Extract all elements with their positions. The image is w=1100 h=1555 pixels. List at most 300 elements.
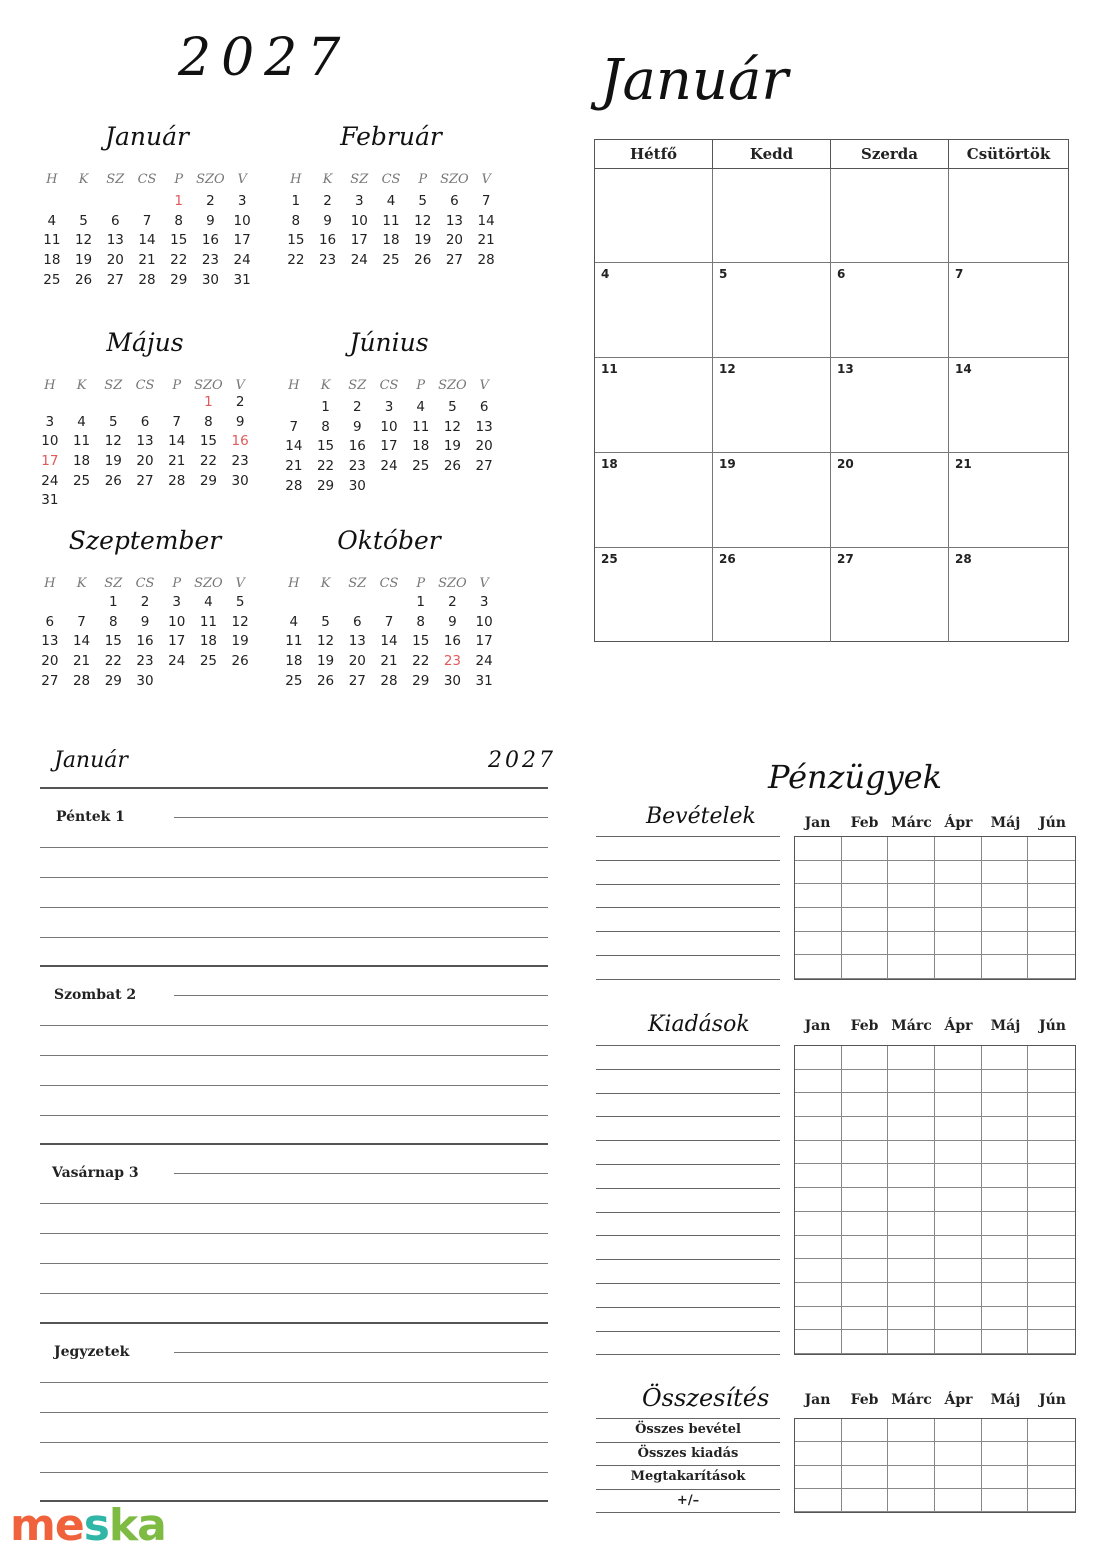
finance-cell[interactable] — [842, 1330, 889, 1354]
finance-cell[interactable] — [795, 1070, 842, 1094]
finance-cell[interactable] — [888, 1117, 935, 1141]
finance-cell[interactable] — [1028, 1330, 1075, 1354]
weekday-label: H — [288, 378, 300, 393]
day-number: 7 — [172, 413, 181, 430]
finance-cell[interactable] — [982, 1188, 1029, 1212]
finance-cell[interactable] — [935, 1046, 982, 1070]
finance-cell[interactable] — [935, 1188, 982, 1212]
finance-cell[interactable] — [935, 1307, 982, 1331]
finance-cell[interactable] — [888, 1093, 935, 1117]
finance-cell[interactable] — [888, 1330, 935, 1354]
day-number: 27 — [475, 458, 493, 475]
expense-line[interactable] — [596, 1116, 780, 1117]
finance-cell[interactable] — [1028, 932, 1075, 956]
mini-calendar-title: Június — [349, 328, 429, 357]
writing-line[interactable] — [40, 877, 548, 878]
finance-cell[interactable] — [888, 1070, 935, 1094]
finance-cell[interactable] — [842, 884, 889, 908]
finance-cell[interactable] — [795, 1466, 842, 1489]
day-number: 13 — [41, 633, 59, 650]
finance-cell[interactable] — [1028, 1442, 1075, 1465]
day-cell[interactable] — [595, 169, 713, 263]
weekday-label: K — [78, 172, 89, 187]
finance-cell[interactable] — [935, 908, 982, 932]
day-number: 1 — [291, 193, 301, 209]
day-cell[interactable]: 28 — [955, 552, 972, 566]
day-number: 27 — [136, 472, 154, 489]
writing-line[interactable] — [174, 1173, 548, 1174]
section-divider — [40, 965, 548, 967]
day-number: 18 — [382, 232, 400, 249]
expense-line[interactable] — [596, 1307, 780, 1308]
finance-cell[interactable] — [935, 1236, 982, 1260]
day-number: 16 — [136, 633, 154, 650]
expense-line[interactable] — [596, 1283, 780, 1284]
finance-cell[interactable] — [1028, 908, 1075, 932]
finance-cell[interactable] — [888, 1307, 935, 1331]
day-number: 27 — [348, 672, 366, 689]
expense-line[interactable] — [596, 1331, 780, 1332]
day-number: 21 — [168, 453, 186, 470]
finance-cell[interactable] — [795, 1164, 842, 1188]
finance-cell[interactable] — [982, 837, 1029, 861]
day-cell[interactable]: 25 — [595, 548, 713, 642]
finance-cell[interactable] — [888, 1259, 935, 1283]
finance-cell[interactable] — [1028, 1070, 1075, 1094]
finance-cell[interactable] — [1028, 1046, 1075, 1070]
weekday-label: SZO — [440, 172, 469, 187]
income-line[interactable] — [596, 836, 780, 837]
day-cell[interactable]: 21 — [949, 453, 1068, 548]
day-cell[interactable]: 18 — [595, 453, 713, 548]
finance-cell[interactable] — [935, 1283, 982, 1307]
finance-cell[interactable] — [842, 1442, 889, 1465]
day-number: 7 — [142, 212, 152, 229]
finance-cell[interactable] — [842, 908, 889, 932]
expense-line[interactable] — [596, 1140, 780, 1141]
day-cell[interactable]: 19 — [713, 453, 831, 548]
finance-title: Pénzügyek — [768, 758, 942, 796]
meska-logo — [10, 1500, 166, 1551]
finance-cell[interactable] — [888, 1164, 935, 1188]
finance-cell[interactable] — [888, 1188, 935, 1212]
mini-day-grid — [280, 193, 502, 272]
day-number: 15 — [104, 633, 122, 650]
finance-cell[interactable] — [888, 1236, 935, 1260]
day-number: 19 — [443, 438, 462, 455]
logo-s: s — [83, 1500, 109, 1551]
day-cell[interactable]: 5 — [713, 263, 831, 358]
day-number: 24 — [41, 472, 59, 489]
day-number: 17 — [475, 633, 493, 650]
writing-line[interactable] — [40, 847, 548, 848]
day-number: 8 — [291, 212, 301, 229]
finance-cell[interactable] — [982, 1046, 1029, 1070]
weekday-label: CS — [137, 172, 157, 187]
finance-cell[interactable] — [982, 1164, 1029, 1188]
finance-cell[interactable] — [935, 1466, 982, 1489]
writing-line[interactable] — [40, 1442, 548, 1443]
finance-cell[interactable] — [982, 1330, 1029, 1354]
finance-cell[interactable] — [888, 1489, 935, 1512]
weekday-label: CS — [135, 576, 155, 591]
finance-cell[interactable] — [842, 1283, 889, 1307]
day-cell[interactable] — [949, 169, 1068, 263]
day-number: 3 — [384, 399, 394, 415]
finance-cell[interactable] — [842, 1141, 889, 1165]
finance-cell[interactable] — [982, 1070, 1029, 1094]
income-line[interactable] — [596, 931, 780, 932]
finance-cell[interactable] — [982, 1442, 1029, 1465]
day-number: 29 — [170, 271, 188, 288]
finance-cell[interactable] — [935, 1419, 982, 1442]
finance-cell[interactable] — [935, 1117, 982, 1141]
expense-line[interactable] — [596, 1354, 780, 1355]
writing-line[interactable] — [40, 1025, 548, 1026]
writing-line[interactable] — [40, 937, 548, 938]
finance-cell[interactable] — [842, 1070, 889, 1094]
finance-cell[interactable] — [795, 1283, 842, 1307]
income-table — [794, 836, 1076, 980]
finance-cell[interactable] — [888, 1466, 935, 1489]
finance-cell[interactable] — [888, 932, 935, 956]
finance-cell[interactable] — [795, 1212, 842, 1236]
weekday-label: H — [44, 576, 56, 591]
finance-cell[interactable] — [795, 1236, 842, 1260]
finance-cell[interactable] — [795, 1259, 842, 1283]
expense-line[interactable] — [596, 1045, 780, 1046]
weekday-label: V — [479, 576, 489, 591]
finance-cell[interactable] — [1028, 1283, 1075, 1307]
writing-line[interactable] — [40, 907, 548, 908]
finance-cell[interactable] — [982, 884, 1029, 908]
weekday-label: SZO — [438, 576, 467, 591]
finance-cell[interactable] — [982, 1307, 1029, 1331]
finance-cell[interactable] — [842, 1307, 889, 1331]
day-number: 16 — [443, 633, 462, 650]
writing-line[interactable] — [174, 817, 548, 818]
income-line[interactable] — [596, 884, 780, 885]
finance-cell[interactable] — [1028, 1164, 1075, 1188]
day-cell[interactable]: 11 — [595, 358, 713, 453]
finance-cell[interactable] — [935, 955, 982, 979]
weekday-label: H — [46, 172, 58, 187]
weekday-header: Hétfő — [595, 140, 713, 169]
finance-cell[interactable] — [982, 932, 1029, 956]
day-number: 22 — [170, 252, 188, 269]
finance-cell[interactable] — [795, 1093, 842, 1117]
day-number: 18 — [412, 438, 430, 455]
finance-cell[interactable] — [1028, 1466, 1075, 1489]
writing-line[interactable] — [40, 1115, 548, 1116]
finance-cell[interactable] — [888, 908, 935, 932]
finance-cell[interactable] — [1028, 1117, 1075, 1141]
finance-cell[interactable] — [842, 955, 889, 979]
day-number: 10 — [41, 433, 59, 450]
writing-line[interactable] — [174, 1352, 548, 1353]
day-number: 14 — [168, 433, 186, 450]
finance-cell[interactable] — [982, 955, 1029, 979]
finance-cell[interactable] — [842, 1164, 889, 1188]
mini-calendar-title: Február — [340, 122, 442, 151]
finance-cell[interactable] — [982, 908, 1029, 932]
day-number: 3 — [237, 193, 247, 209]
weekday-label: K — [320, 576, 331, 591]
day-number: 21 — [380, 653, 398, 670]
month-column-header: Jún — [1039, 1392, 1066, 1408]
day-number: 8 — [321, 418, 330, 435]
writing-line[interactable] — [40, 1233, 548, 1234]
finance-cell[interactable] — [1028, 1259, 1075, 1283]
finance-cell[interactable] — [935, 1212, 982, 1236]
finance-cell[interactable] — [888, 837, 935, 861]
finance-cell[interactable] — [842, 861, 889, 885]
finance-cell[interactable] — [1028, 1419, 1075, 1442]
finance-cell[interactable] — [795, 1046, 842, 1070]
finance-cell[interactable] — [842, 1466, 889, 1489]
day-section-label: Péntek 1 — [56, 809, 125, 825]
day-number: 27 — [41, 672, 59, 689]
finance-cell[interactable] — [935, 1093, 982, 1117]
writing-line[interactable] — [40, 1263, 548, 1264]
finance-cell[interactable] — [1028, 955, 1075, 979]
summary-line — [596, 1489, 780, 1490]
finance-cell[interactable] — [935, 837, 982, 861]
weekday-label: SZ — [350, 172, 369, 187]
finance-cell[interactable] — [982, 1489, 1029, 1512]
day-number: 26 — [231, 653, 249, 670]
day-number: 21 — [138, 252, 156, 269]
finance-cell[interactable] — [1028, 884, 1075, 908]
day-cell[interactable]: 27 — [831, 548, 949, 642]
weekday-label: P — [416, 378, 426, 393]
finance-cell[interactable] — [795, 1442, 842, 1465]
finance-cell[interactable] — [888, 1419, 935, 1442]
day-cell[interactable]: 4 — [595, 263, 713, 358]
finance-cell[interactable] — [1028, 1188, 1075, 1212]
daily-year-label: 2027 — [488, 748, 556, 773]
day-number: 18 — [72, 453, 91, 470]
finance-cell[interactable] — [795, 1141, 842, 1165]
finance-cell[interactable] — [795, 884, 842, 908]
day-number: 19 — [74, 252, 93, 269]
finance-cell[interactable] — [842, 932, 889, 956]
day-number: 25 — [285, 672, 303, 689]
summary-row-label: Összes bevétel — [635, 1422, 741, 1437]
finance-cell[interactable] — [935, 1259, 982, 1283]
day-number: 14 — [380, 633, 398, 650]
finance-cell[interactable] — [982, 1283, 1029, 1307]
day-number: 1 — [108, 594, 118, 610]
expense-line[interactable] — [596, 1093, 780, 1094]
writing-line[interactable] — [40, 1472, 548, 1473]
day-number: 9 — [206, 212, 215, 229]
mini-weekday-row — [278, 378, 500, 393]
day-number: 30 — [231, 472, 249, 489]
day-number: 7 — [77, 613, 86, 630]
finance-cell[interactable] — [935, 1164, 982, 1188]
day-cell[interactable]: 13 — [831, 358, 949, 453]
day-number: 5 — [79, 212, 88, 229]
day-number: 14 — [285, 438, 303, 455]
finance-cell[interactable] — [842, 1489, 889, 1512]
expense-line[interactable] — [596, 1069, 780, 1070]
day-number: 31 — [475, 672, 493, 689]
finance-cell[interactable] — [1028, 1212, 1075, 1236]
finance-cell[interactable] — [795, 908, 842, 932]
mini-calendar-title: Május — [106, 328, 184, 357]
weekday-label: CS — [381, 172, 401, 187]
expense-line[interactable] — [596, 1259, 780, 1260]
day-cell[interactable] — [713, 169, 831, 263]
finance-cell[interactable] — [795, 1330, 842, 1354]
day-cell[interactable]: 26 — [713, 548, 831, 642]
expense-line[interactable] — [596, 1188, 780, 1189]
expense-line[interactable] — [596, 1212, 780, 1213]
day-number: 28 — [168, 472, 186, 489]
finance-cell[interactable] — [1028, 1236, 1075, 1260]
finance-cell[interactable] — [1028, 1141, 1075, 1165]
finance-cell[interactable] — [935, 1330, 982, 1354]
weekday-label: SZ — [104, 576, 123, 591]
day-cell[interactable]: 6 — [831, 263, 949, 358]
day-number: 2 — [235, 394, 245, 410]
finance-cell[interactable] — [795, 1188, 842, 1212]
finance-cell[interactable] — [982, 1117, 1029, 1141]
day-number: 20 — [445, 232, 464, 249]
day-number: 19 — [414, 232, 432, 249]
day-number: 14 — [72, 633, 91, 650]
finance-cell[interactable] — [935, 861, 982, 885]
day-cell[interactable]: 7 — [949, 263, 1068, 358]
finance-cell[interactable] — [842, 1419, 889, 1442]
finance-cell[interactable] — [795, 1419, 842, 1442]
day-cell[interactable]: 20 — [831, 453, 949, 548]
finance-cell[interactable] — [795, 1489, 842, 1512]
finance-cell[interactable] — [982, 1259, 1029, 1283]
day-number: 13 — [136, 433, 154, 450]
finance-cell[interactable] — [935, 1141, 982, 1165]
finance-cell[interactable] — [1028, 1093, 1075, 1117]
empty-day — [34, 594, 66, 614]
finance-cell[interactable] — [795, 1307, 842, 1331]
finance-cell[interactable] — [888, 1212, 935, 1236]
finance-cell[interactable] — [1028, 1489, 1075, 1512]
finance-cell[interactable] — [935, 1489, 982, 1512]
expense-line[interactable] — [596, 1164, 780, 1165]
writing-line[interactable] — [40, 1412, 548, 1413]
finance-cell[interactable] — [888, 1141, 935, 1165]
finance-cell[interactable] — [842, 1188, 889, 1212]
writing-line[interactable] — [40, 1085, 548, 1086]
finance-cell[interactable] — [842, 1117, 889, 1141]
finance-cell[interactable] — [842, 837, 889, 861]
day-number: 29 — [104, 672, 122, 689]
finance-cell[interactable] — [1028, 861, 1075, 885]
finance-cell[interactable] — [888, 861, 935, 885]
finance-cell[interactable] — [982, 1093, 1029, 1117]
day-cell[interactable]: 14 — [949, 358, 1068, 453]
writing-line[interactable] — [40, 1382, 548, 1383]
finance-cell[interactable] — [888, 1046, 935, 1070]
day-number: 28 — [72, 672, 91, 689]
finance-cell[interactable] — [982, 1212, 1029, 1236]
finance-cell[interactable] — [795, 861, 842, 885]
weekday-label: V — [237, 172, 247, 187]
day-number: 28 — [477, 252, 495, 269]
finance-cell[interactable] — [795, 955, 842, 979]
writing-line[interactable] — [40, 1055, 548, 1056]
finance-cell[interactable] — [888, 1442, 935, 1465]
day-number: 7 — [481, 193, 491, 209]
expense-line[interactable] — [596, 1235, 780, 1236]
day-cell[interactable] — [831, 169, 949, 263]
logo-me: me — [10, 1500, 84, 1551]
day-number: 30 — [348, 477, 366, 494]
finance-cell[interactable] — [888, 1283, 935, 1307]
income-label: Bevételek — [646, 804, 756, 829]
finance-cell[interactable] — [842, 1212, 889, 1236]
day-number: 21 — [72, 653, 91, 670]
weekday-header: Csütörtök — [949, 140, 1068, 169]
day-number: 23 — [201, 252, 220, 269]
finance-cell[interactable] — [888, 884, 935, 908]
finance-cell[interactable] — [795, 932, 842, 956]
finance-cell[interactable] — [1028, 1307, 1075, 1331]
mini-calendar-title: Szeptember — [68, 526, 222, 555]
writing-line[interactable] — [40, 1203, 548, 1204]
finance-cell[interactable] — [935, 884, 982, 908]
day-number: 16 — [348, 438, 366, 455]
income-line[interactable] — [596, 979, 780, 980]
day-number: 19 — [104, 453, 122, 470]
finance-cell[interactable] — [935, 1442, 982, 1465]
year-title: 2027 — [178, 28, 351, 88]
day-section-label: Jegyzetek — [54, 1344, 130, 1360]
finance-cell[interactable] — [888, 955, 935, 979]
finance-cell[interactable] — [982, 861, 1029, 885]
day-cell[interactable]: 12 — [713, 358, 831, 453]
finance-cell[interactable] — [795, 837, 842, 861]
income-line[interactable] — [596, 955, 780, 956]
mini-day-grid — [278, 399, 500, 497]
weekday-label: V — [235, 378, 245, 393]
writing-line[interactable] — [174, 995, 548, 996]
mini-calendar-title: Október — [337, 526, 441, 555]
weekday-label: P — [174, 172, 184, 187]
finance-cell[interactable] — [842, 1236, 889, 1260]
finance-cell[interactable] — [842, 1046, 889, 1070]
day-number: 10 — [350, 212, 368, 229]
finance-cell[interactable] — [1028, 837, 1075, 861]
day-number: 23 — [443, 653, 462, 670]
finance-cell[interactable] — [935, 1070, 982, 1094]
finance-cell[interactable] — [982, 1141, 1029, 1165]
finance-cell[interactable] — [842, 1259, 889, 1283]
writing-line[interactable] — [40, 1293, 548, 1294]
month-column-header: Márc — [891, 815, 932, 831]
month-column-header: Máj — [990, 815, 1021, 831]
finance-cell[interactable] — [982, 1466, 1029, 1489]
finance-cell[interactable] — [842, 1093, 889, 1117]
finance-cell[interactable] — [935, 932, 982, 956]
income-line[interactable] — [596, 907, 780, 908]
income-line[interactable] — [596, 860, 780, 861]
finance-cell[interactable] — [982, 1419, 1029, 1442]
finance-cell[interactable] — [982, 1236, 1029, 1260]
month-column-header: Ápr — [944, 1018, 973, 1034]
finance-cell[interactable] — [795, 1117, 842, 1141]
